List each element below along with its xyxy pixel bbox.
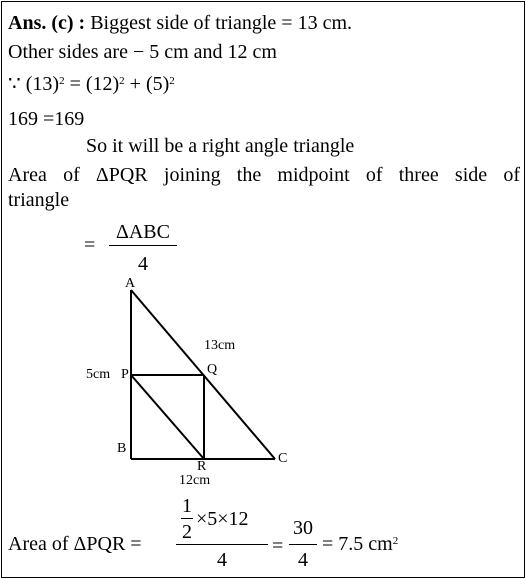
pythagoras-equation: ∵ $(13)^2 = (12)^2 + (5)^2$ xyxy=(8,73,175,95)
point-r-label: R xyxy=(197,459,207,474)
step1-equals: = xyxy=(84,234,96,256)
segment-pr xyxy=(131,375,204,459)
equality-check: 169 =169 xyxy=(8,108,85,130)
bottom-side-length-label: 12cm xyxy=(179,473,211,488)
area-statement-line: Area of ΔPQR joining the midpoint of three side of xyxy=(8,164,520,186)
step1-numerator: ΔABC xyxy=(116,221,170,243)
final-label: Area of ΔPQR = xyxy=(8,533,142,555)
product-text: ×5×12 xyxy=(196,508,249,530)
other-sides-text: Other sides are − 5 cm and 12 cm xyxy=(8,41,277,63)
thirty-fraction-bar xyxy=(289,544,317,545)
main-denominator: 4 xyxy=(217,549,227,571)
hypotenuse-length-label: 13cm xyxy=(204,338,236,353)
area-statement-cont: triangle xyxy=(8,189,70,211)
half-denominator: 2 xyxy=(182,521,192,543)
vertex-c-label: C xyxy=(278,451,288,466)
because-symbol: ∵ xyxy=(8,73,21,95)
biggest-side-text: Biggest side of triangle = 13 cm. xyxy=(90,12,353,34)
half-numerator: 1 xyxy=(182,495,192,517)
thirty-denominator: 4 xyxy=(298,549,308,571)
thirty-numerator: 30 xyxy=(293,517,313,539)
main-fraction-bar xyxy=(176,544,268,545)
vertex-b-label: B xyxy=(117,441,127,456)
step1-denominator: 4 xyxy=(138,253,148,275)
point-q-label: Q xyxy=(207,362,218,377)
second-equals: = xyxy=(272,535,284,557)
final-result: = 7.5 $cm^2$ xyxy=(322,533,399,555)
half-bar xyxy=(181,518,193,519)
point-p-label: P xyxy=(121,367,129,382)
vertex-a-label: A xyxy=(125,276,136,291)
conclusion-text: So it will be a right angle triangle xyxy=(86,135,355,157)
left-side-length-label: 5cm xyxy=(86,367,111,382)
answer-prefix: Ans. (c) : xyxy=(8,12,86,34)
